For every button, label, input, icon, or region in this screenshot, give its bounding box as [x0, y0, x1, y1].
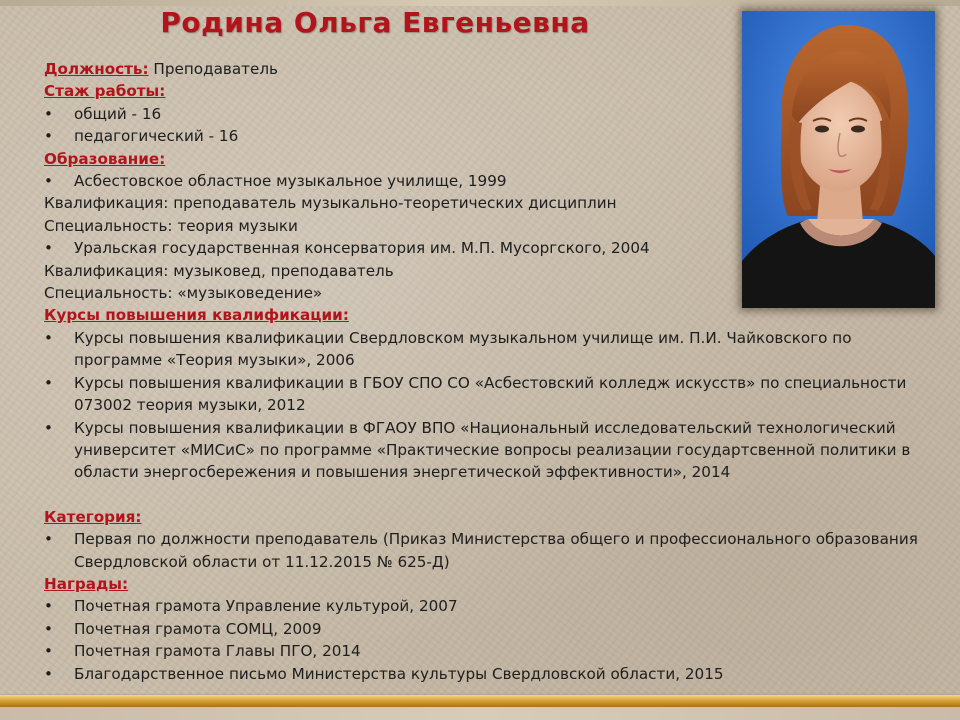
bullet-icon: •: [44, 418, 53, 437]
bullet-icon: •: [44, 239, 53, 258]
bullet-icon: •: [44, 104, 53, 123]
page-title: Родина Ольга Евгеньевна: [160, 6, 590, 39]
bullet-icon: •: [44, 530, 53, 549]
bullet-icon: •: [44, 373, 53, 392]
category-item: • Первая по должности преподаватель (Приказ Министерства общего и профессионального образования Свердловской области от 11.12.2015 № 625-Д): [44, 530, 918, 571]
education-institution: • Уральская государственная консерватория им. М.П. Мусоргского, 2004: [44, 237, 944, 259]
category-label: Категория:: [44, 507, 142, 526]
education-qualification: Квалификация: музыковед, преподаватель: [44, 261, 394, 280]
education-specialty: Специальность: теория музыки: [44, 216, 298, 235]
experience-item: • общий - 16: [44, 103, 944, 125]
education-institution: • Асбестовское областное музыкальное училище, 1999: [44, 170, 944, 192]
gold-decorative-bar: [0, 695, 960, 707]
experience-label: Стаж работы:: [44, 82, 166, 101]
spacer: [44, 484, 944, 506]
experience-item: • педагогический - 16: [44, 125, 944, 147]
award-item: • Благодарственное письмо Министерства культуры Свердловской области, 2015: [44, 663, 944, 685]
education-specialty: Специальность: «музыковедение»: [44, 284, 323, 303]
bottom-decorative-band: [0, 707, 960, 720]
bullet-icon: •: [44, 664, 53, 683]
position-label: Должность:: [44, 60, 149, 78]
education-qualification: Квалификация: преподаватель музыкально-теоретических дисциплин: [44, 194, 617, 213]
bullet-icon: •: [44, 642, 53, 661]
bullet-icon: •: [44, 172, 53, 191]
bullet-icon: •: [44, 127, 53, 146]
award-item: • Почетная грамота Главы ПГО, 2014: [44, 640, 944, 662]
courses-label: Курсы повышения квалификации:: [44, 306, 349, 325]
education-label: Образование:: [44, 149, 166, 168]
course-item: • Курсы повышения квалификации в ГБОУ СПО СО «Асбестовский колледж искусств» по специальности 073002 теория музыки, 2012: [44, 373, 907, 415]
award-item: • Почетная грамота СОМЦ, 2009: [44, 618, 944, 640]
profile-content: [44, 58, 944, 685]
awards-label: Награды:: [44, 574, 129, 593]
course-item: • Курсы повышения квалификации Свердловском музыкальном училище им. П.И. Чайковского по программе «Теория музыки», 2006: [44, 328, 852, 370]
position-value: Преподаватель: [148, 60, 278, 78]
course-item: • Курсы повышения квалификации в ФГАОУ ВПО «Национальный исследовательский технологический университет «МИСиС» по программе «Практические вопросы реализации государтсвенной политики в области энергосбережения и повышения энергетической эффективности», 2014: [44, 418, 911, 482]
award-item: • Почетная грамота Управление культурой, 2007: [44, 595, 944, 617]
bullet-icon: •: [44, 619, 53, 638]
bullet-icon: •: [44, 597, 53, 616]
bullet-icon: •: [44, 328, 53, 347]
position-line: [44, 58, 944, 80]
